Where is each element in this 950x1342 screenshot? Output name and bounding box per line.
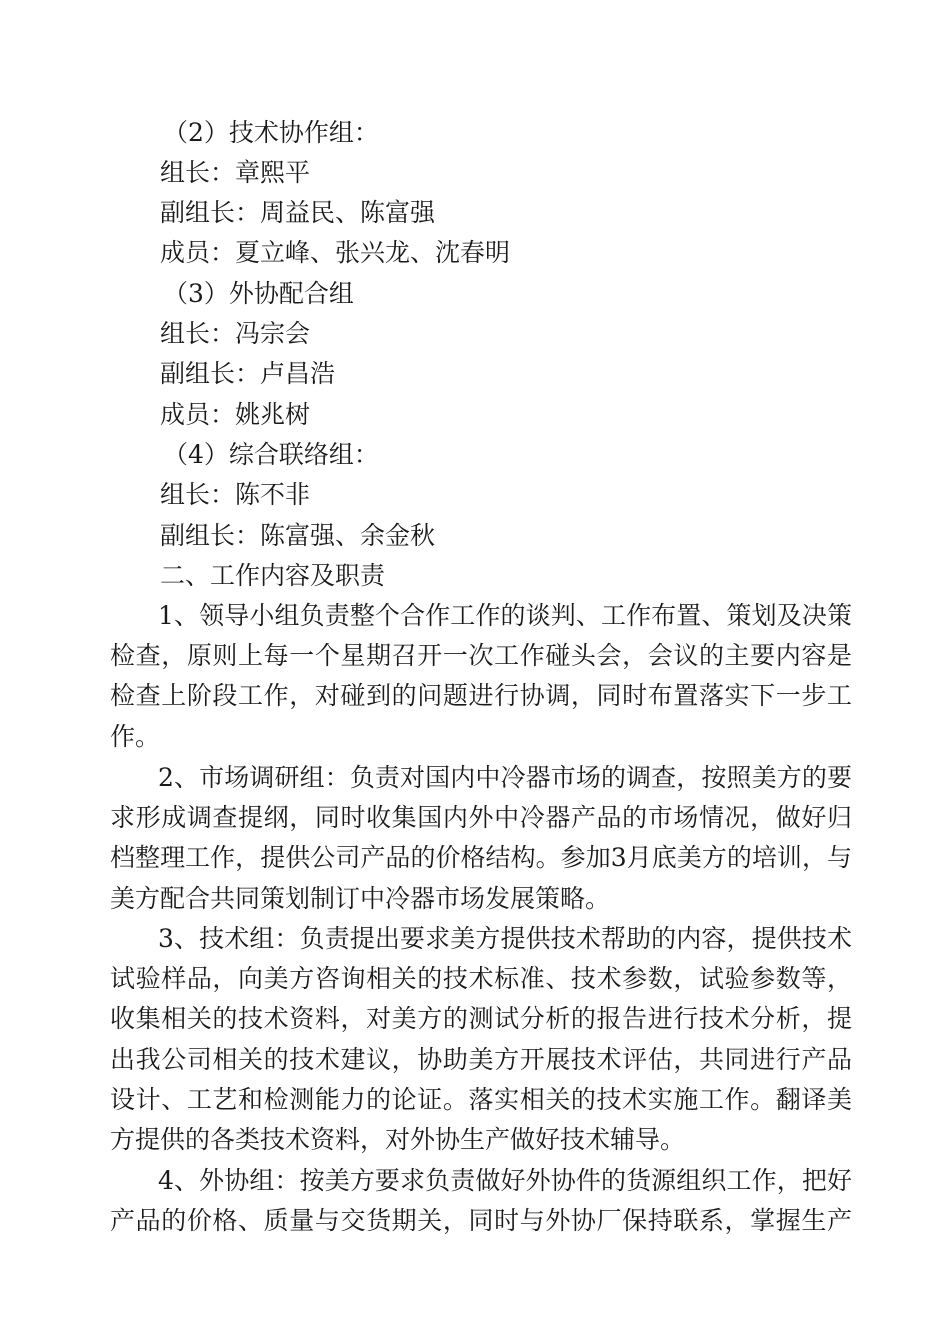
section-heading-outsourcing-group: （3）外协配合组 xyxy=(163,279,354,308)
paragraph-line: 检查上阶段工作，对碰到的问题进行协调，同时布置落实下一步工 xyxy=(110,681,852,711)
paragraph-line: 档整理工作，提供公司产品的价格结构。参加3月底美方的培训，与 xyxy=(110,843,852,873)
paragraph-line: 产品的价格、质量与交货期关，同时与外协厂保持联系，掌握生产 xyxy=(110,1206,852,1236)
deputy-leader-line: 副组长：陈富强、余金秋 xyxy=(160,521,436,550)
paragraph-line: 出我公司相关的技术建议，协助美方开展技术评估，共同进行产品 xyxy=(110,1044,852,1074)
group-leader-line: 组长：冯宗会 xyxy=(160,319,311,348)
paragraph-line: 检查，原则上每一个星期召开一次工作碰头会，会议的主要内容是 xyxy=(110,641,852,671)
paragraph-line: 方提供的各类技术资料，对外协生产做好技术辅导。 xyxy=(110,1124,686,1154)
paragraph-line: 试验样品，向美方咨询相关的技术标准、技术参数，试验参数等， xyxy=(110,964,852,994)
group-leader-line: 组长：章熙平 xyxy=(160,158,311,187)
paragraph-outsourcing-duties xyxy=(110,1166,852,1246)
members-line: 成员：夏立峰、张兴龙、沈春明 xyxy=(160,238,511,267)
paragraph-line: 美方配合共同策划制订中冷器市场发展策略。 xyxy=(110,883,611,913)
group-leader-line: 组长：陈不非 xyxy=(160,480,311,509)
paragraph-line: 3、技术组：负责提出要求美方提供技术帮助的内容，提供技术 xyxy=(158,924,852,953)
paragraph-line: 设计、工艺和检测能力的论证。落实相关的技术实施工作。翻译美 xyxy=(110,1084,852,1114)
paragraph-market-research-duties xyxy=(110,763,852,924)
section-heading-liaison-group: （4）综合联络组： xyxy=(163,440,379,469)
members-line: 成员：姚兆树 xyxy=(160,400,311,429)
section-heading-technical-group: （2）技术协作组： xyxy=(163,118,379,147)
deputy-leader-line: 副组长：周益民、陈富强 xyxy=(160,198,436,227)
paragraph-leadership-duties xyxy=(110,601,852,762)
paragraph-technical-duties xyxy=(110,924,852,1165)
paragraph-line: 2、市场调研组：负责对国内中冷器市场的调查，按照美方的要 xyxy=(158,763,852,792)
deputy-leader-line: 副组长：卢昌浩 xyxy=(160,359,336,388)
chapter-heading-duties: 二、工作内容及职责 xyxy=(160,561,386,590)
paragraph-line: 求形成调查提纲，同时收集国内外中冷器产品的市场情况，做好归 xyxy=(110,803,852,833)
paragraph-line: 收集相关的技术资料，对美方的测试分析的报告进行技术分析，提 xyxy=(110,1004,852,1034)
paragraph-line: 作。 xyxy=(110,721,161,751)
paragraph-line: 1、领导小组负责整个合作工作的谈判、工作布置、策划及决策 xyxy=(158,601,852,630)
paragraph-line: 4、外协组：按美方要求负责做好外协件的货源组织工作，把好 xyxy=(158,1166,852,1195)
